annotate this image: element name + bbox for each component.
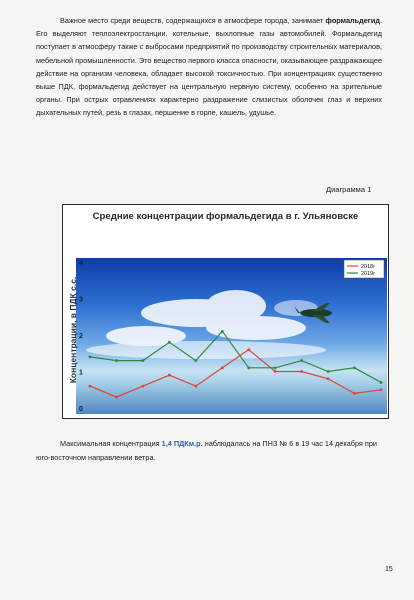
bold-term: формальдегид [325, 16, 380, 25]
y-tick-label: 3 [79, 296, 83, 304]
data-point [247, 366, 250, 369]
chart-svg [76, 258, 387, 414]
data-point [380, 381, 383, 384]
y-tick-label: 4 [79, 260, 83, 267]
data-point [353, 392, 356, 395]
chart [62, 204, 389, 419]
data-point [247, 348, 250, 351]
plot-area [76, 258, 387, 414]
intro-paragraph [36, 14, 382, 120]
data-point [380, 388, 383, 391]
legend-label: 2019г [361, 271, 376, 278]
data-point [168, 374, 171, 377]
data-point [89, 356, 92, 359]
data-point [300, 359, 303, 362]
chart-legend [344, 260, 384, 278]
diagram-label: Диаграмма 1 [326, 185, 372, 194]
y-axis-title-wrap [64, 255, 78, 405]
y-tick-label: 0 [79, 406, 83, 413]
paragraph-rest: . Его выделяют теплоэлектростанции, котельные, выхлопные газы автомобилей. Формальдегид поступает в атмосферу также с выбросами предприятий по производству строительных материалов, мебельной промышленности. Это вещество первого класса опасности, оказывающее раздражающее действие на организм человека, обладает высокой токсичностью. При концентрациях существенно выше ПДК, формальдегид действует на центральную нервную систему, особенно на зрительные органы. При острых отравлениях характерно раздражение слизистых оболочек глаз и верхних дыхательных путей, резь в глазах, першение в горле, кашель, удушье. [36, 16, 383, 118]
y-tick-label: 2 [79, 333, 83, 340]
footer-after: наблюдалась на ПНЗ № 6 в 19 час 14 декабря при юго-восточном направлении ветра. [36, 439, 377, 462]
page-number: 15 [385, 566, 393, 573]
data-point [142, 359, 145, 362]
data-point [194, 359, 197, 362]
data-point [89, 385, 92, 388]
y-axis [79, 260, 83, 413]
footer-paragraph [36, 437, 386, 464]
data-point [194, 385, 197, 388]
data-point [274, 366, 277, 369]
data-point [300, 370, 303, 373]
data-point [221, 366, 224, 369]
data-point [327, 370, 330, 373]
data-point [142, 385, 145, 388]
footer-before: Максимальная концентрация [60, 439, 162, 448]
data-point [115, 396, 118, 399]
chart-title: Средние концентрации формальдегида в г. Ульяновске [92, 211, 359, 222]
max-value: 1,4 [161, 439, 172, 448]
intro-text: Важное место среди веществ, содержащихся в атмосфере города, занимает [60, 16, 326, 25]
data-point [115, 359, 118, 362]
data-point [221, 330, 224, 333]
data-point [168, 341, 171, 344]
data-point [274, 370, 277, 373]
y-tick-label: 1 [79, 369, 83, 377]
y-axis-title: Концентрации, в ПДК с.с. [68, 276, 78, 384]
max-unit: ПДКм.р. [171, 439, 203, 448]
data-point [327, 377, 330, 380]
legend-label: 2018г [361, 264, 376, 271]
data-point [353, 366, 356, 369]
